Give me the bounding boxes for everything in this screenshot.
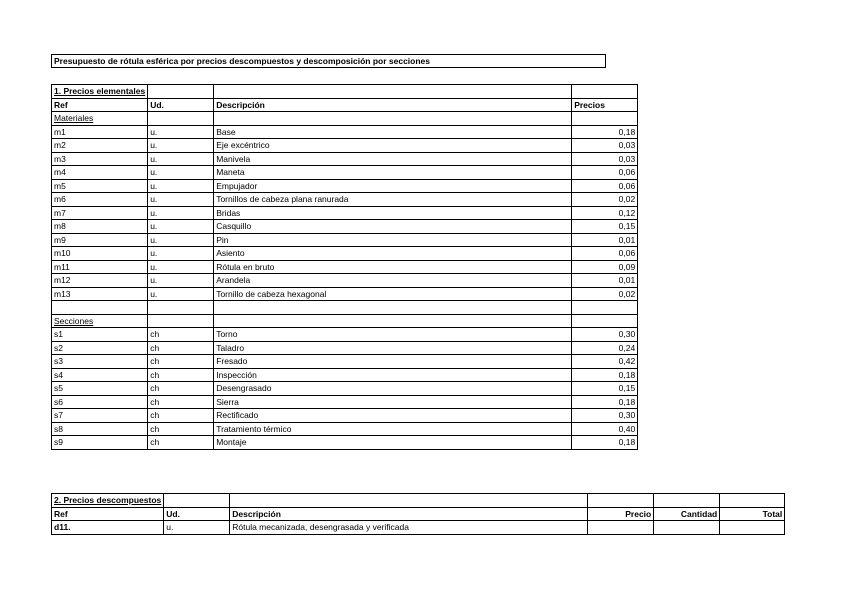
cell-ud: u. bbox=[148, 152, 214, 166]
group-row bbox=[52, 314, 638, 328]
cell-description: Rectificado bbox=[214, 409, 572, 423]
table-row bbox=[52, 193, 638, 207]
cell-description: Arandela bbox=[214, 274, 572, 288]
table-row bbox=[52, 368, 638, 382]
cell-ud: u. bbox=[148, 220, 214, 234]
section-heading: 2. Precios descompuestos bbox=[52, 494, 164, 508]
cell-price: 0,18 bbox=[572, 125, 638, 139]
cell-price: 0,18 bbox=[572, 368, 638, 382]
col-header-quantity: Cantidad bbox=[654, 507, 720, 521]
cell-price: 0,30 bbox=[572, 328, 638, 342]
cell-empty bbox=[214, 301, 572, 315]
col-header-price: Precios bbox=[572, 98, 638, 112]
cell-description: Tratamiento térmico bbox=[214, 422, 572, 436]
cell-price: 0,01 bbox=[572, 233, 638, 247]
cell-empty bbox=[572, 301, 638, 315]
cell-description: Maneta bbox=[214, 166, 572, 180]
cell-description: Desengrasado bbox=[214, 382, 572, 396]
cell-ref: m4 bbox=[52, 166, 148, 180]
cell-price: 0,06 bbox=[572, 247, 638, 261]
col-header-description: Descripción bbox=[230, 507, 588, 521]
cell-ud: u. bbox=[148, 233, 214, 247]
cell-ref: m8 bbox=[52, 220, 148, 234]
cell-description: Tornillo de cabeza hexagonal bbox=[214, 287, 572, 301]
table-row bbox=[52, 328, 638, 342]
cell-ud: u. bbox=[148, 193, 214, 207]
cell-description: Manivela bbox=[214, 152, 572, 166]
table-row bbox=[52, 494, 785, 508]
group-row bbox=[52, 112, 638, 126]
cell-ref: m10 bbox=[52, 247, 148, 261]
table-row bbox=[52, 85, 638, 99]
cell-quantity bbox=[654, 521, 720, 535]
col-header-price: Precio bbox=[588, 507, 654, 521]
table-row bbox=[52, 233, 638, 247]
cell-ref: m2 bbox=[52, 139, 148, 153]
cell-description: Inspección bbox=[214, 368, 572, 382]
group-label-secciones: Secciones bbox=[52, 314, 148, 328]
table-row bbox=[52, 274, 638, 288]
header-row bbox=[52, 507, 785, 521]
cell-empty bbox=[52, 301, 148, 315]
cell-price: 0,18 bbox=[572, 436, 638, 450]
cell-description: Eje excéntrico bbox=[214, 139, 572, 153]
cell-empty bbox=[572, 314, 638, 328]
cell-ref: m12 bbox=[52, 274, 148, 288]
col-header-ref: Ref bbox=[52, 98, 148, 112]
cell-ref: s9 bbox=[52, 436, 148, 450]
cell-ref: m3 bbox=[52, 152, 148, 166]
cell-ref: s4 bbox=[52, 368, 148, 382]
elementary-prices-table bbox=[51, 84, 638, 450]
cell-ref: m13 bbox=[52, 287, 148, 301]
cell-price: 0,24 bbox=[572, 341, 638, 355]
cell-description: Taladro bbox=[214, 341, 572, 355]
cell-empty bbox=[148, 314, 214, 328]
table-row bbox=[52, 422, 638, 436]
table-row bbox=[52, 220, 638, 234]
cell-price: 0,18 bbox=[572, 395, 638, 409]
cell-ud: ch bbox=[148, 341, 214, 355]
table-row bbox=[52, 287, 638, 301]
header-row bbox=[52, 98, 638, 112]
table-row bbox=[52, 125, 638, 139]
cell-price: 0,15 bbox=[572, 220, 638, 234]
cell-ud: ch bbox=[148, 409, 214, 423]
cell-price: 0,06 bbox=[572, 166, 638, 180]
group-label-materiales: Materiales bbox=[52, 112, 148, 126]
table-row bbox=[52, 139, 638, 153]
cell-ud: ch bbox=[148, 395, 214, 409]
cell-ref: s8 bbox=[52, 422, 148, 436]
table-row bbox=[52, 395, 638, 409]
cell-description: Rótula mecanizada, desengrasada y verificada bbox=[230, 521, 588, 535]
cell-description: Pin bbox=[214, 233, 572, 247]
cell-ud: u. bbox=[148, 247, 214, 261]
cell-ud: u. bbox=[148, 125, 214, 139]
table-row bbox=[52, 206, 638, 220]
cell-ref: m7 bbox=[52, 206, 148, 220]
table-row bbox=[52, 341, 638, 355]
table-row bbox=[52, 409, 638, 423]
table-row bbox=[52, 521, 785, 535]
cell-description: Rótula en bruto bbox=[214, 260, 572, 274]
cell-price bbox=[588, 521, 654, 535]
col-header-description: Descripción bbox=[214, 98, 572, 112]
cell-empty bbox=[148, 301, 214, 315]
cell-ref: m6 bbox=[52, 193, 148, 207]
cell-ud: u. bbox=[148, 166, 214, 180]
cell-price: 0,02 bbox=[572, 193, 638, 207]
document-title: Presupuesto de rótula esférica por precios descompuestos y descomposición por secciones bbox=[51, 54, 606, 68]
cell-price: 0,09 bbox=[572, 260, 638, 274]
cell-price: 0,12 bbox=[572, 206, 638, 220]
table-row bbox=[52, 166, 638, 180]
col-header-total: Total bbox=[720, 507, 785, 521]
cell-ref: s3 bbox=[52, 355, 148, 369]
cell-ud: u. bbox=[148, 287, 214, 301]
cell-ref: s1 bbox=[52, 328, 148, 342]
cell-ref: s6 bbox=[52, 395, 148, 409]
cell-ud: u. bbox=[148, 260, 214, 274]
cell-description: Casquillo bbox=[214, 220, 572, 234]
table-row bbox=[52, 355, 638, 369]
table-row bbox=[52, 179, 638, 193]
cell-price: 0,06 bbox=[572, 179, 638, 193]
col-header-ud: Ud. bbox=[164, 507, 230, 521]
cell-ud: ch bbox=[148, 368, 214, 382]
cell-ref: d11. bbox=[52, 521, 164, 535]
cell-ud: u. bbox=[148, 179, 214, 193]
col-header-ud: Ud. bbox=[148, 98, 214, 112]
cell-price: 0,02 bbox=[572, 287, 638, 301]
cell-description: Tornillos de cabeza plana ranurada bbox=[214, 193, 572, 207]
section-heading: 1. Precios elementales bbox=[52, 85, 148, 99]
table-row bbox=[52, 382, 638, 396]
cell-description: Base bbox=[214, 125, 572, 139]
cell-ud: ch bbox=[148, 382, 214, 396]
col-header-ref: Ref bbox=[52, 507, 164, 521]
cell-description: Asiento bbox=[214, 247, 572, 261]
cell-description: Bridas bbox=[214, 206, 572, 220]
table-row bbox=[52, 247, 638, 261]
cell-ud: ch bbox=[148, 328, 214, 342]
cell-ref: m11 bbox=[52, 260, 148, 274]
table-row bbox=[52, 152, 638, 166]
cell-ref: s2 bbox=[52, 341, 148, 355]
cell-ref: s5 bbox=[52, 382, 148, 396]
cell-description: Empujador bbox=[214, 179, 572, 193]
cell-ref: m1 bbox=[52, 125, 148, 139]
cell-description: Torno bbox=[214, 328, 572, 342]
cell-ref: s7 bbox=[52, 409, 148, 423]
cell-price: 0,01 bbox=[572, 274, 638, 288]
cell-empty bbox=[214, 314, 572, 328]
cell-ref: m9 bbox=[52, 233, 148, 247]
cell-ud: ch bbox=[148, 436, 214, 450]
cell-price: 0,40 bbox=[572, 422, 638, 436]
cell-price: 0,42 bbox=[572, 355, 638, 369]
cell-price: 0,15 bbox=[572, 382, 638, 396]
cell-description: Fresado bbox=[214, 355, 572, 369]
decomposed-prices-table bbox=[51, 493, 785, 535]
cell-price: 0,03 bbox=[572, 152, 638, 166]
table-row bbox=[52, 436, 638, 450]
cell-ref: m5 bbox=[52, 179, 148, 193]
cell-total bbox=[720, 521, 785, 535]
cell-ud: ch bbox=[148, 355, 214, 369]
cell-ud: u. bbox=[148, 274, 214, 288]
cell-ud: u. bbox=[148, 206, 214, 220]
cell-price: 0,03 bbox=[572, 139, 638, 153]
cell-ud: ch bbox=[148, 422, 214, 436]
cell-price: 0,30 bbox=[572, 409, 638, 423]
blank-row bbox=[52, 301, 638, 315]
cell-ud: u. bbox=[148, 139, 214, 153]
table-row bbox=[52, 260, 638, 274]
cell-description: Sierra bbox=[214, 395, 572, 409]
cell-ud: u. bbox=[164, 521, 230, 535]
cell-description: Montaje bbox=[214, 436, 572, 450]
